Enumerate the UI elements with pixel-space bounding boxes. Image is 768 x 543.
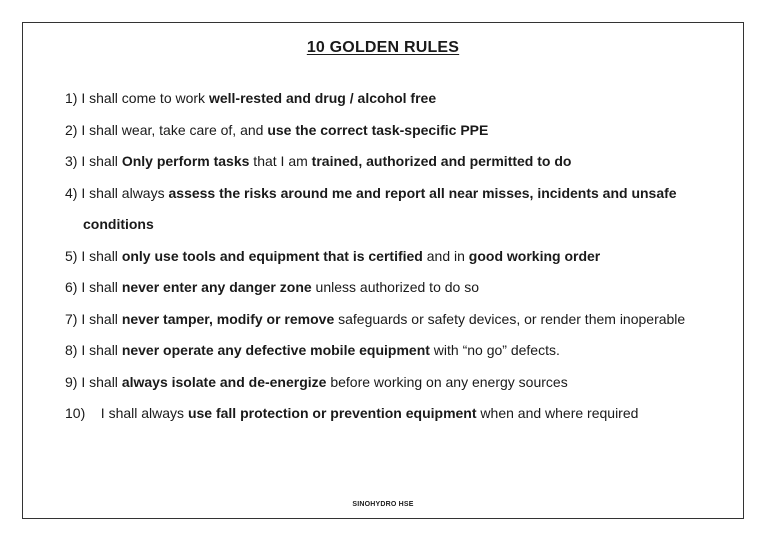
rule-emphasis-text: never enter any danger zone [121, 279, 312, 295]
document-frame [22, 22, 744, 519]
rule-item [65, 367, 725, 399]
rule-emphasis-text: good working order [468, 247, 601, 264]
rule-text: I shall come to work [77, 90, 209, 106]
rule-text: I shall always [85, 405, 188, 421]
rule-item [65, 146, 725, 178]
rule-number: 9) [65, 373, 78, 390]
rule-item [65, 241, 725, 273]
rule-item [65, 272, 725, 304]
rule-text: I shall [77, 310, 122, 327]
rule-text: when and where required [476, 405, 639, 421]
rule-emphasis-text: assess the risks around me and report all near misses, incidents and unsafe conditions [83, 184, 681, 232]
rule-text: safeguards or safety devices, or render them inoperable [334, 310, 686, 327]
rule-item [65, 398, 725, 430]
rule-emphasis-text: never tamper, modify or remove [121, 310, 335, 327]
rules-list [65, 83, 725, 430]
rule-item [65, 115, 725, 147]
rule-number: 1) [65, 90, 78, 106]
rule-item [65, 304, 725, 336]
rule-text: and in [422, 247, 469, 264]
rule-number: 3) [65, 153, 78, 169]
rule-emphasis-text: always isolate and de-energize [121, 373, 327, 390]
rule-number: 5) [65, 247, 78, 264]
rule-emphasis-text: only use tools and equipment that is certified [121, 247, 423, 264]
rule-item [65, 178, 725, 241]
rule-text: that I am [249, 153, 312, 169]
rule-number: 10) [65, 405, 86, 421]
rule-number: 7) [65, 310, 78, 327]
rule-text: I shall always [77, 184, 169, 201]
rule-text: I shall [77, 342, 122, 358]
rule-emphasis-text: well-rested and drug / alcohol free [208, 90, 437, 106]
rule-text: I shall wear, take care of, and [77, 121, 268, 138]
rule-item [65, 83, 725, 115]
rule-emphasis-text: Only perform tasks [121, 153, 250, 169]
rule-emphasis-text: use the correct task-specific PPE [267, 121, 489, 138]
rule-number: 4) [65, 184, 78, 201]
rule-text: I shall [77, 153, 122, 169]
rule-item [65, 335, 725, 367]
rule-number: 8) [65, 342, 78, 358]
document-footer: SINOHYDRO HSE [352, 501, 414, 508]
rule-text: I shall [77, 247, 122, 264]
rule-text: unless authorized to do so [311, 279, 479, 295]
rule-text: with “no go” defects. [429, 342, 560, 358]
rule-emphasis-text: trained, authorized and permitted to do [311, 153, 572, 169]
rule-number: 6) [65, 279, 78, 295]
rule-emphasis-text: use fall protection or prevention equipment [187, 405, 477, 421]
rule-number: 2) [65, 121, 78, 138]
rule-text: I shall [77, 373, 122, 390]
rule-text: I shall [77, 279, 122, 295]
document-title: 10 GOLDEN RULES [306, 39, 460, 56]
rule-text: before working on any energy sources [326, 373, 568, 390]
rule-emphasis-text: never operate any defective mobile equipment [121, 342, 430, 358]
